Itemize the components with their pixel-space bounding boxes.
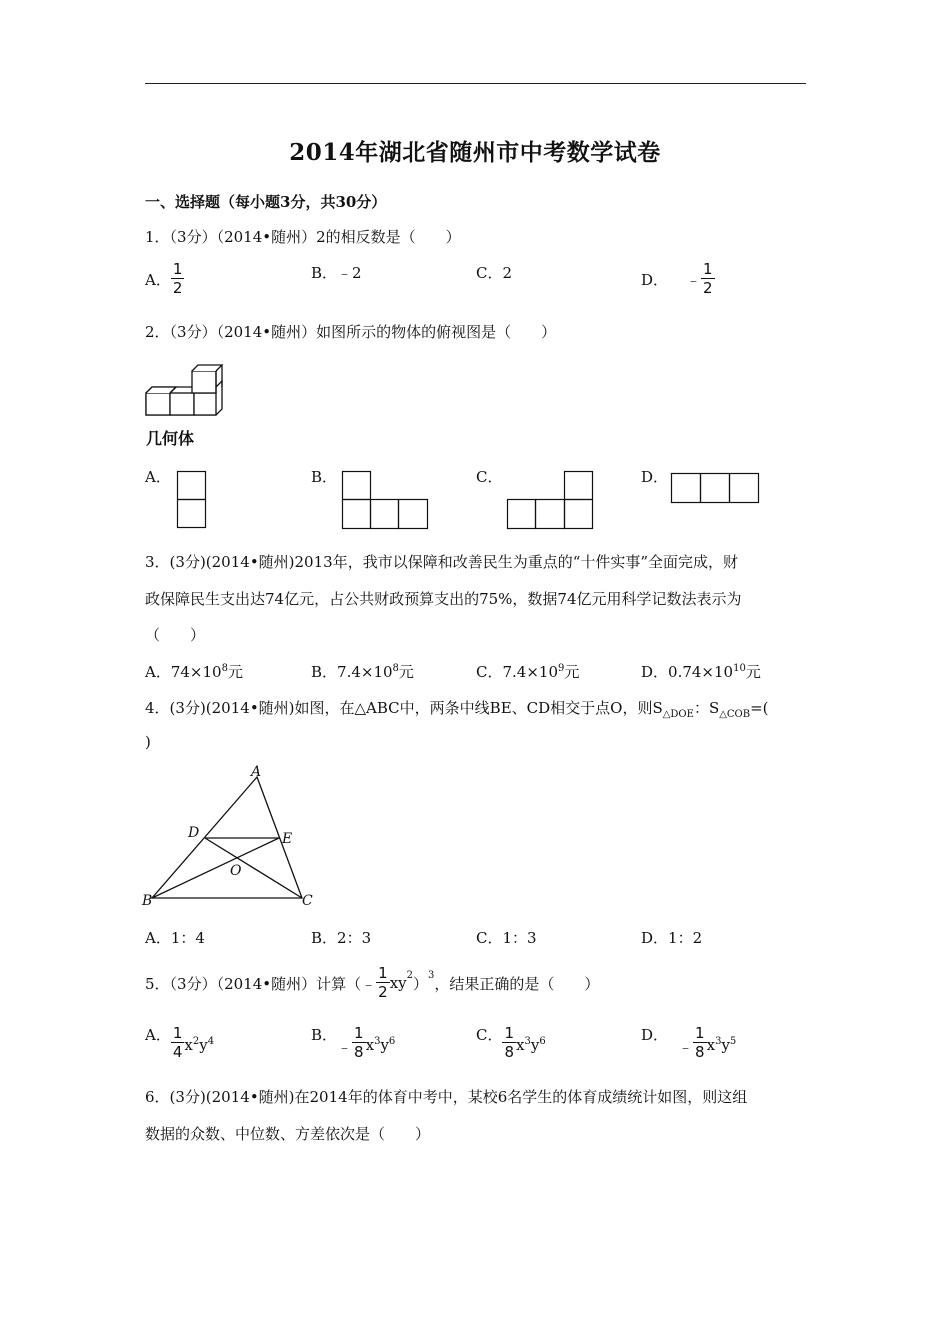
q1-option-a: A． $\frac{1}{2}$ (145, 260, 183, 297)
header-rule (145, 83, 806, 84)
q2-option-d: D． (641, 468, 669, 486)
fraction: $\frac{1}{8}$ (695, 1024, 705, 1061)
fraction: $\frac{1}{4}$ (172, 1024, 183, 1061)
section-heading: 一、选择题（每小题3分，共30分） (145, 193, 387, 211)
q5-option-b: B． ﹣ $\frac{1}{8}$ $x^3y^6$ (311, 1024, 396, 1061)
q5-stem: 5．（3分）（2014•随州）计算（ ﹣ $\frac{1}{2}$ xy $^2$ ） $^3$ ，结果正确的是（ ） (145, 964, 600, 1001)
q4-stem-line1: 4．(3分)(2014•随州)如图，在△ABC中，两条中线BE、CD相交于点O，则$S_{\triangle DOE}$：$S_{\triangle COB}=$( (145, 699, 769, 720)
q2-stem: 2．（3分）（2014•随州）如图所示的物体的俯视图是（ ） (145, 323, 557, 341)
q3-option-a: A．$74\times 10^8$元 (145, 663, 243, 681)
q3-stem-line1: 3．(3分)(2014•随州)2013年，我市以保障和改善民生为重点的“十件实事”全面完成，财 (145, 553, 739, 571)
page-title: 2014年湖北省随州市中考数学试卷 (289, 139, 661, 166)
figure-caption: 几何体 (146, 429, 195, 448)
q2-option-a: A． (145, 468, 171, 486)
q3-stem-line2: 政保障民生支出达74亿元，占公共财政预算支出的75%，数据74亿元用科学记数法表示为 (145, 590, 742, 608)
point-label-e: E (282, 831, 293, 847)
solid-figure (140, 357, 230, 419)
q6-stem-line2: 数据的众数、中位数、方差依次是（ ） (145, 1125, 431, 1143)
point-label-d: D (188, 825, 200, 841)
fraction: $\frac{1}{2}$ (703, 260, 713, 297)
vertex-label-a: A (251, 764, 262, 780)
q2-option-b-figure (342, 471, 432, 531)
q4-stem-line2: ) (145, 733, 151, 751)
q6-stem-line1: 6．(3分)(2014•随州)在2014年的体育中考中，某校6名学生的体育成绩统计如图，则这组 (145, 1088, 748, 1106)
q4-option-a: A．1：4 (145, 929, 205, 947)
fraction: $\frac{1}{2}$ (378, 964, 388, 1001)
q2-option-a-figure (177, 471, 207, 531)
q5-option-a: A． $\frac{1}{4}$ $x^2y^4$ (145, 1024, 215, 1061)
q4-option-b: B．2：3 (311, 929, 372, 947)
q3-stem-line3: （ ） (145, 626, 206, 644)
point-label-o: O (230, 863, 242, 879)
q1-option-d: D． ﹣ $\frac{1}{2}$ (641, 260, 713, 297)
fraction: $\frac{1}{8}$ (504, 1024, 515, 1061)
q2-option-d-figure (671, 473, 761, 505)
q2-option-c: C． (476, 468, 503, 486)
q5-option-c: C． $\frac{1}{8}$ $x^3y^6$ (476, 1024, 546, 1061)
q1-option-c: C．2 (476, 264, 513, 282)
q3-option-b: B．$7.4\times 10^8$元 (311, 663, 414, 681)
q2-option-b: B． (311, 468, 338, 486)
q3-option-c: C．$7.4\times 10^9$元 (476, 663, 580, 681)
q1-option-b: B．﹣2 (311, 264, 362, 282)
fraction: $\frac{1}{8}$ (354, 1024, 364, 1061)
triangle-figure (140, 765, 320, 915)
vertex-label-b: B (142, 893, 153, 909)
q5-option-d: D． ﹣ $\frac{1}{8}$ $x^3y^5$ (641, 1024, 737, 1061)
q3-option-d: D．$0.74\times 10^{10}$元 (641, 663, 761, 681)
vertex-label-c: C (302, 893, 313, 909)
q1-stem: 1．（3分）（2014•随州）2的相反数是（ ） (145, 228, 461, 246)
q4-option-d: D．1：2 (641, 929, 703, 947)
q2-option-c-figure (507, 471, 597, 531)
fraction: $\frac{1}{2}$ (172, 260, 183, 297)
q4-option-c: C．1：3 (476, 929, 537, 947)
